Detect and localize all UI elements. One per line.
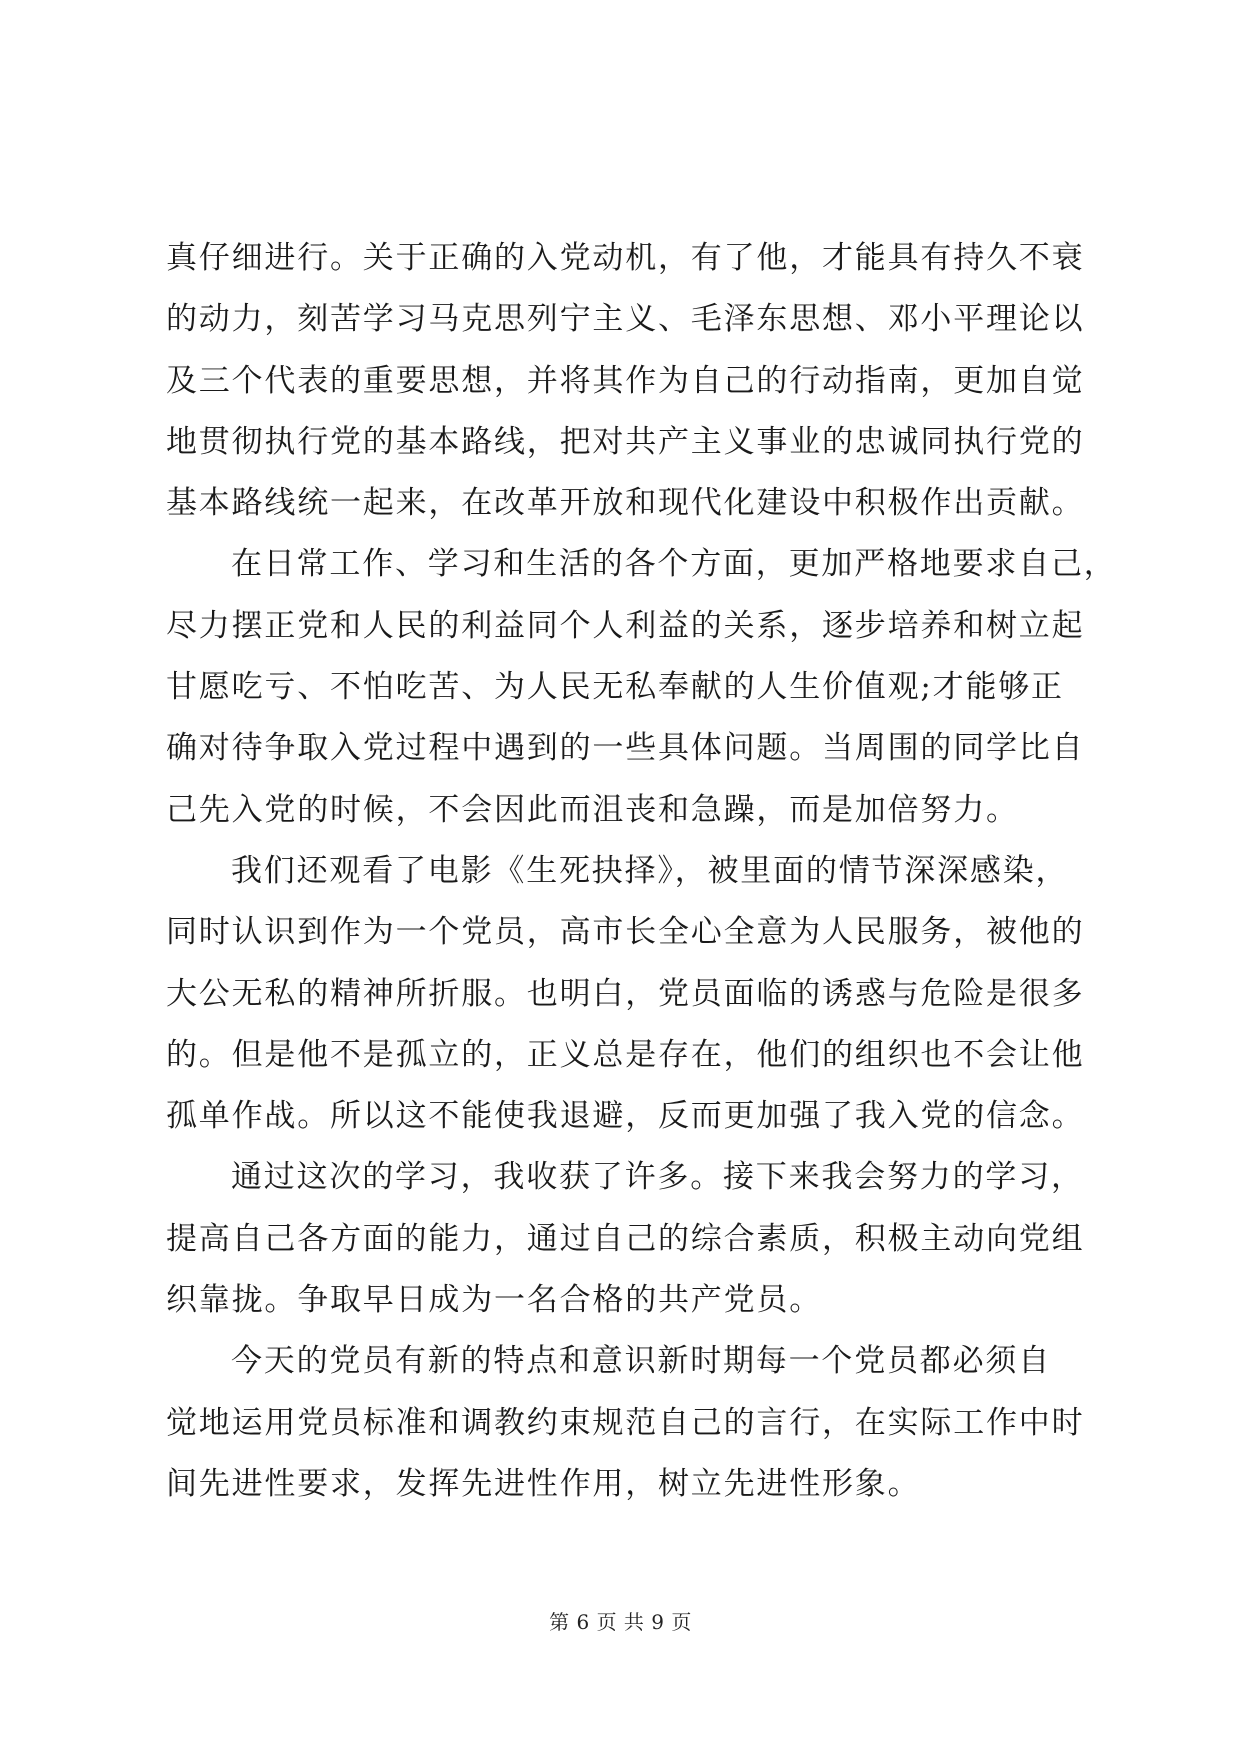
text-line: 地贯彻执行党的基本路线，把对共产主义事业的忠诚同执行党的 (166, 423, 1085, 460)
text-line: 通过这次的学习，我收获了许多。接下来我会努力的学习， (231, 1159, 1084, 1196)
text-line: 真仔细进行。关于正确的入党动机，有了他，才能具有持久不衰 (166, 240, 1085, 276)
paragraph-1 (166, 228, 1086, 534)
text-line: 尽力摆正党和人民的利益同个人利益的关系，逐步培养和树立起 (166, 607, 1085, 644)
text-line: 间先进性要求，发挥先进性作用，树立先进性形象。 (166, 1465, 921, 1502)
text-line: 的动力，刻苦学习马克思列宁主义、毛泽东思想、邓小平理论以 (166, 301, 1085, 338)
text-line: 我们还观看了电影《生死抉择》，被里面的情节深深感染， (231, 852, 1069, 889)
text-line: 己先入党的时候，不会因此而沮丧和急躁，而是加倍努力。 (166, 791, 1019, 828)
text-line: 提高自己各方面的能力，通过自己的综合素质，积极主动向党组 (166, 1220, 1085, 1257)
page-number-footer: 第 6 页 共 9 页 (549, 1610, 692, 1634)
text-line: 确对待争取入党过程中遇到的一些具体问题。当周围的同学比自 (166, 730, 1085, 767)
paragraph-4 (166, 1147, 1086, 1331)
text-line: 甘愿吃亏、不怕吃苦、为人民无私奉献的人生价值观;才能够正 (166, 669, 1064, 706)
text-line: 织靠拢。争取早日成为一名合格的共产党员。 (166, 1282, 822, 1319)
paragraph-2 (166, 534, 1117, 840)
paragraph-5 (166, 1331, 1086, 1515)
text-line: 大公无私的精神所折服。也明白，党员面临的诱惑与危险是很多 (166, 975, 1085, 1012)
text-line: 及三个代表的重要思想，并将其作为自己的行动指南，更加自觉 (166, 362, 1085, 399)
paragraph-3 (166, 841, 1086, 1147)
text-line: 基本路线统一起来，在改革开放和现代化建设中积极作出贡献。 (166, 485, 1085, 522)
text-line: 今天的党员有新的特点和意识新时期每一个党员都必须自 (231, 1343, 1051, 1380)
text-line: 在日常工作、学习和生活的各个方面，更加严格地要求自己， (231, 546, 1117, 583)
text-line: 的。但是他不是孤立的，正义总是存在，他们的组织也不会让他 (166, 1036, 1085, 1073)
text-line: 孤单作战。所以这不能使我退避，反而更加强了我入党的信念。 (166, 1098, 1085, 1135)
text-line: 觉地运用党员标准和调教约束规范自己的言行，在实际工作中时 (166, 1404, 1085, 1441)
body-text (166, 228, 1117, 1515)
text-line: 同时认识到作为一个党员，高市长全心全意为人民服务，被他的 (166, 914, 1085, 951)
